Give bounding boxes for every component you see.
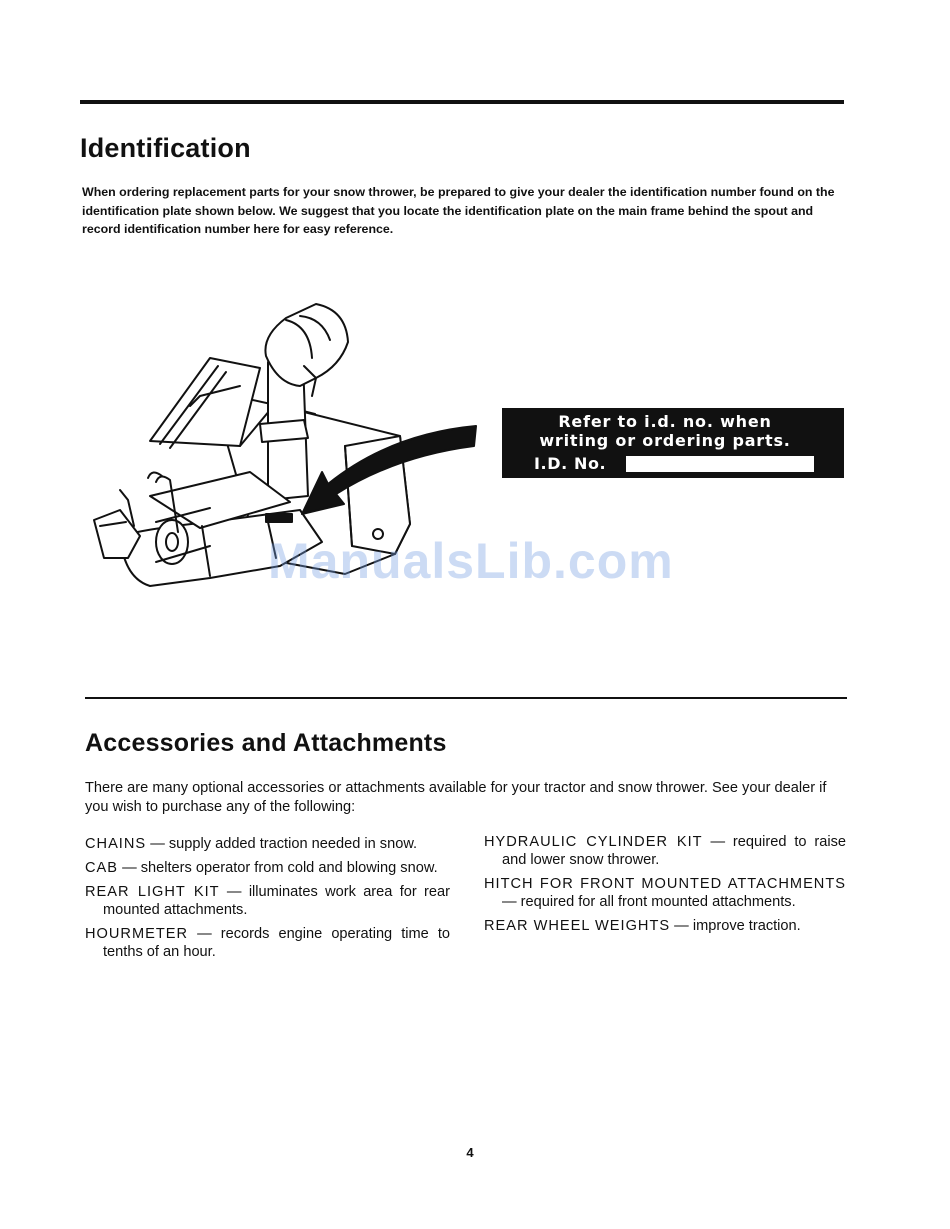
list-item: HITCH FOR FRONT MOUNTED ATTACHMENTS — required for all front mounted attachments. [484, 876, 846, 910]
item-term: CHAINS [85, 836, 147, 852]
watermark: ManualsLib.com [268, 533, 674, 589]
section-divider [85, 697, 847, 699]
item-description: improve traction. [692, 918, 801, 934]
item-description: required to raise and lower snow thrower. [502, 834, 846, 868]
list-item: CHAINS — supply added traction needed in snow. [85, 836, 418, 852]
list-item: REAR LIGHT KIT — illuminates work area for rear mounted attachments. [85, 884, 451, 918]
list-item: HOURMETER — records engine operating time to tenths of an hour. [85, 926, 450, 960]
accessories-left-column [85, 835, 450, 967]
id-plate-line-2: writing or ordering parts. [539, 431, 791, 450]
item-term: REAR WHEEL WEIGHTS [484, 918, 671, 934]
id-number-field[interactable] [626, 456, 814, 472]
list-item: CAB — shelters operator from cold and blowing snow. [85, 860, 438, 876]
accessories-right-column [484, 833, 846, 941]
top-divider [80, 100, 844, 104]
item-term: HYDRAULIC CYLINDER KIT [484, 834, 703, 850]
identification-heading: Identification [80, 133, 251, 163]
list-item: REAR WHEEL WEIGHTS — improve traction. [484, 918, 801, 934]
page-number: 4 [466, 1145, 474, 1160]
id-plate-line-1: Refer to i.d. no. when [558, 412, 772, 431]
accessories-paragraph: There are many optional accessories or attachments available for your tractor and snow thrower. See your dealer if you wish to purchase any of the following: [85, 780, 827, 815]
accessories-heading: Accessories and Attachments [85, 729, 447, 757]
item-description: required for all front mounted attachments. [520, 894, 796, 910]
id-plate [502, 408, 844, 478]
item-description: shelters operator from cold and blowing snow. [140, 860, 438, 876]
item-term: CAB [85, 860, 119, 876]
item-description: supply added traction needed in snow. [168, 836, 418, 852]
item-term: HITCH FOR FRONT MOUNTED ATTACHMENTS [484, 876, 846, 892]
id-number-label: I.D. No. [534, 454, 607, 473]
item-description: illuminates work area for rear mounted attachments. [103, 884, 451, 918]
identification-paragraph: When ordering replacement parts for your snow thrower, be prepared to give your dealer the identification number found on the identification plate shown below. We suggest that you locate the identification plate on the main frame behind the spout and record identification number here for easy reference. [82, 185, 835, 236]
item-term: REAR LIGHT KIT [85, 884, 220, 900]
item-term: HOURMETER [85, 926, 189, 942]
list-item: HYDRAULIC CYLINDER KIT — required to raise and lower snow thrower. [484, 834, 846, 868]
item-description: records engine operating time to tenths of an hour. [103, 926, 450, 960]
